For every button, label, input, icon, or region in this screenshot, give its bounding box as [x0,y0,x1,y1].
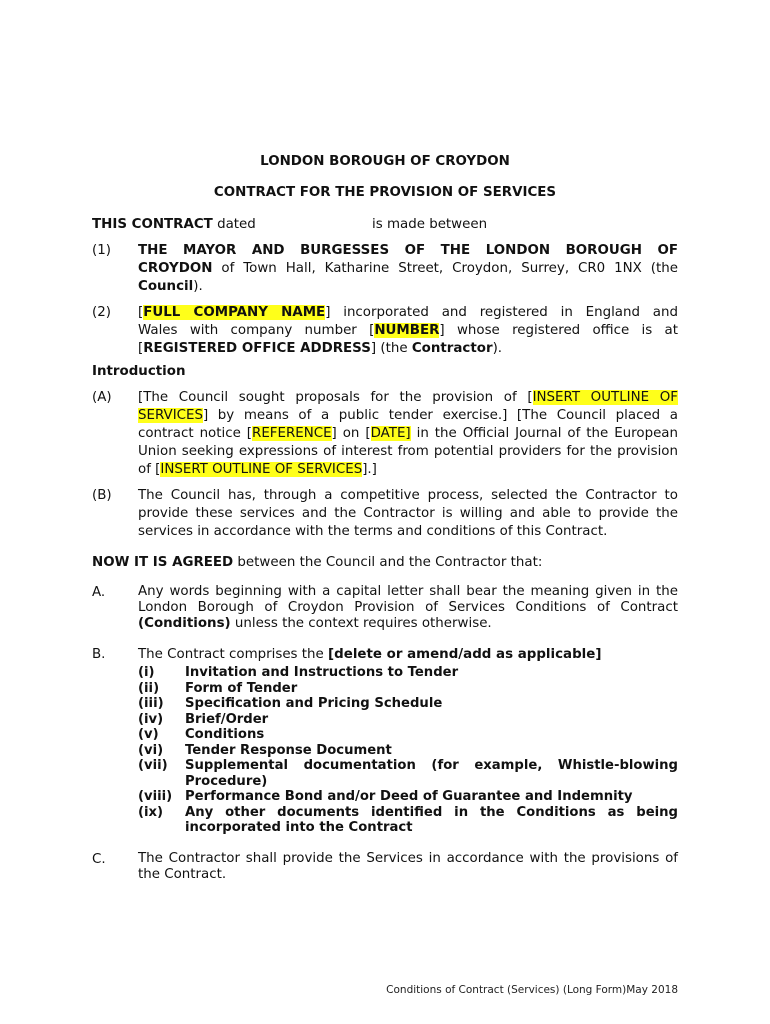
party-1-line-1: THE MAYOR AND BURGESSES OF THE LONDON BOROUGH OF [138,243,678,258]
recital-b-number: (B) [92,488,112,503]
recital-a-t5: ].] [362,462,377,477]
list-item-text: Tender Response Document [185,742,392,758]
clause-c-number: C. [92,852,106,867]
list-item [138,789,678,805]
clause-b-intro [138,647,678,662]
document-subtitle: CONTRACT FOR THE PROVISION OF SERVICES [213,185,557,200]
reference-placeholder: REFERENCE [252,426,332,441]
clause-a-bold: (Conditions) [138,616,231,631]
recital-a-text [138,389,678,479]
list-item-text: Supplemental documentation (for example, Whistle-blowing Procedure) [185,758,678,789]
preamble-dated: dated [212,217,256,232]
party-1-line-2 [138,261,678,276]
party-2-line-1 [138,305,678,320]
recital-b-text: The Council has, through a competitive process, selected the Contractor to provide these services and the Contractor is willing and able to provide the services in accordance with the terms and conditions of this Contract. [138,488,678,539]
list-item-text: Conditions [185,727,265,742]
clause-a-t1: Any words beginning with a capital letter shall bear the meaning given in the London Borough of Croydon Provision of Services Conditions of Contract [138,584,678,615]
recital-a-t1: [The Council sought proposals for the provision of [ [138,390,533,405]
list-item [138,743,678,759]
party-2-contractor: Contractor [411,341,493,356]
list-item-number: (vi) [138,742,164,758]
clause-a-text [138,584,678,632]
company-number-placeholder: NUMBER [374,323,440,338]
registered-office-placeholder: REGISTERED OFFICE ADDRESS [143,341,371,356]
list-item [138,805,678,836]
list-item [138,758,678,789]
outline-services-placeholder: INSERT OUTLINE OF SERVICES [138,390,678,423]
list-item-number: (i) [138,665,155,680]
party-2-text-2b: ] whose registered office is at [439,323,678,338]
party-1-address: of Town Hall, Katharine Street, Croydon, Surrey, CR0 1NX (the [212,261,678,276]
list-item [138,712,678,728]
agreed-text: between the Council and the Contractor that: [233,555,543,570]
bracket: [ [138,341,144,356]
recital-a-t2: ] by means of a public tender exercise.] [The Council placed a contract notice [ [138,408,678,441]
recital-a-t4: in the Official Journal of the European Union seeking expressions of interest from potential providers for the provision of [ [138,426,678,477]
list-item-text: Performance Bond and/or Deed of Guarantee and Indemnity [185,789,633,804]
preamble-bold: THIS CONTRACT [92,217,213,232]
list-item-number: (iii) [138,696,164,711]
party-1-council: Council [138,279,194,294]
list-item [138,665,678,681]
contract-documents-list [138,665,678,836]
clause-c-text: The Contractor shall provide the Services in accordance with the provisions of the Contract. [138,851,678,882]
page-footer: Conditions of Contract (Services) (Long Form)May 2018 [386,984,678,996]
clause-a-t2: unless the context requires otherwise. [230,616,492,631]
list-item-text: Invitation and Instructions to Tender [185,665,459,680]
list-item-text: Specification and Pricing Schedule [185,696,443,711]
clause-b-number: B. [92,647,106,662]
preamble [92,217,256,232]
outline-services-placeholder-2: INSERT OUTLINE OF SERVICES [160,462,363,477]
list-item-number: (vii) [138,758,168,773]
recital-a-number: (A) [92,390,112,405]
clause-b-bold: [delete or amend/add as applicable] [328,647,602,662]
party-2-end: ). [492,341,503,356]
list-item [138,681,678,697]
document-title: LONDON BOROUGH OF CROYDON [260,154,510,169]
recital-a-t3: ] on [ [331,426,371,441]
introduction-heading: Introduction [92,364,186,379]
list-item [138,696,678,712]
list-item-number: (ii) [138,680,160,696]
list-item [138,727,678,743]
list-item-number: (viii) [138,789,173,804]
date-placeholder: DATE] [370,426,411,441]
party-1-number: (1) [92,243,111,258]
party-2-number: (2) [92,305,111,320]
preamble-between: is made between [372,217,488,232]
agreed-line [92,555,542,570]
party-2-text-2a: Wales with company number [ [138,323,375,338]
party-2-line-3 [138,341,678,356]
clause-b-t1: The Contract comprises the [138,647,329,662]
party-1-end: ). [193,279,203,294]
bracket: [ [138,305,144,320]
party-1-croydon: CROYDON [138,261,213,276]
company-name-placeholder: FULL COMPANY NAME [143,305,326,320]
party-2-text-1: ] incorporated and registered in England and [325,305,678,320]
list-item-text: Brief/Order [185,711,269,727]
list-item-text: Any other documents identified in the Conditions as being incorporated into the Contract [185,804,678,835]
party-2-text-3: ] (the [370,341,412,356]
list-item-number: (iv) [138,711,164,727]
list-item-text: Form of Tender [185,680,298,696]
party-2-line-2 [138,323,678,338]
clause-a-number: A. [92,585,106,600]
list-item-number: (v) [138,727,159,742]
agreed-bold: NOW IT IS AGREED [92,555,234,570]
list-item-number: (ix) [138,804,164,820]
party-1-line-3 [138,279,678,294]
